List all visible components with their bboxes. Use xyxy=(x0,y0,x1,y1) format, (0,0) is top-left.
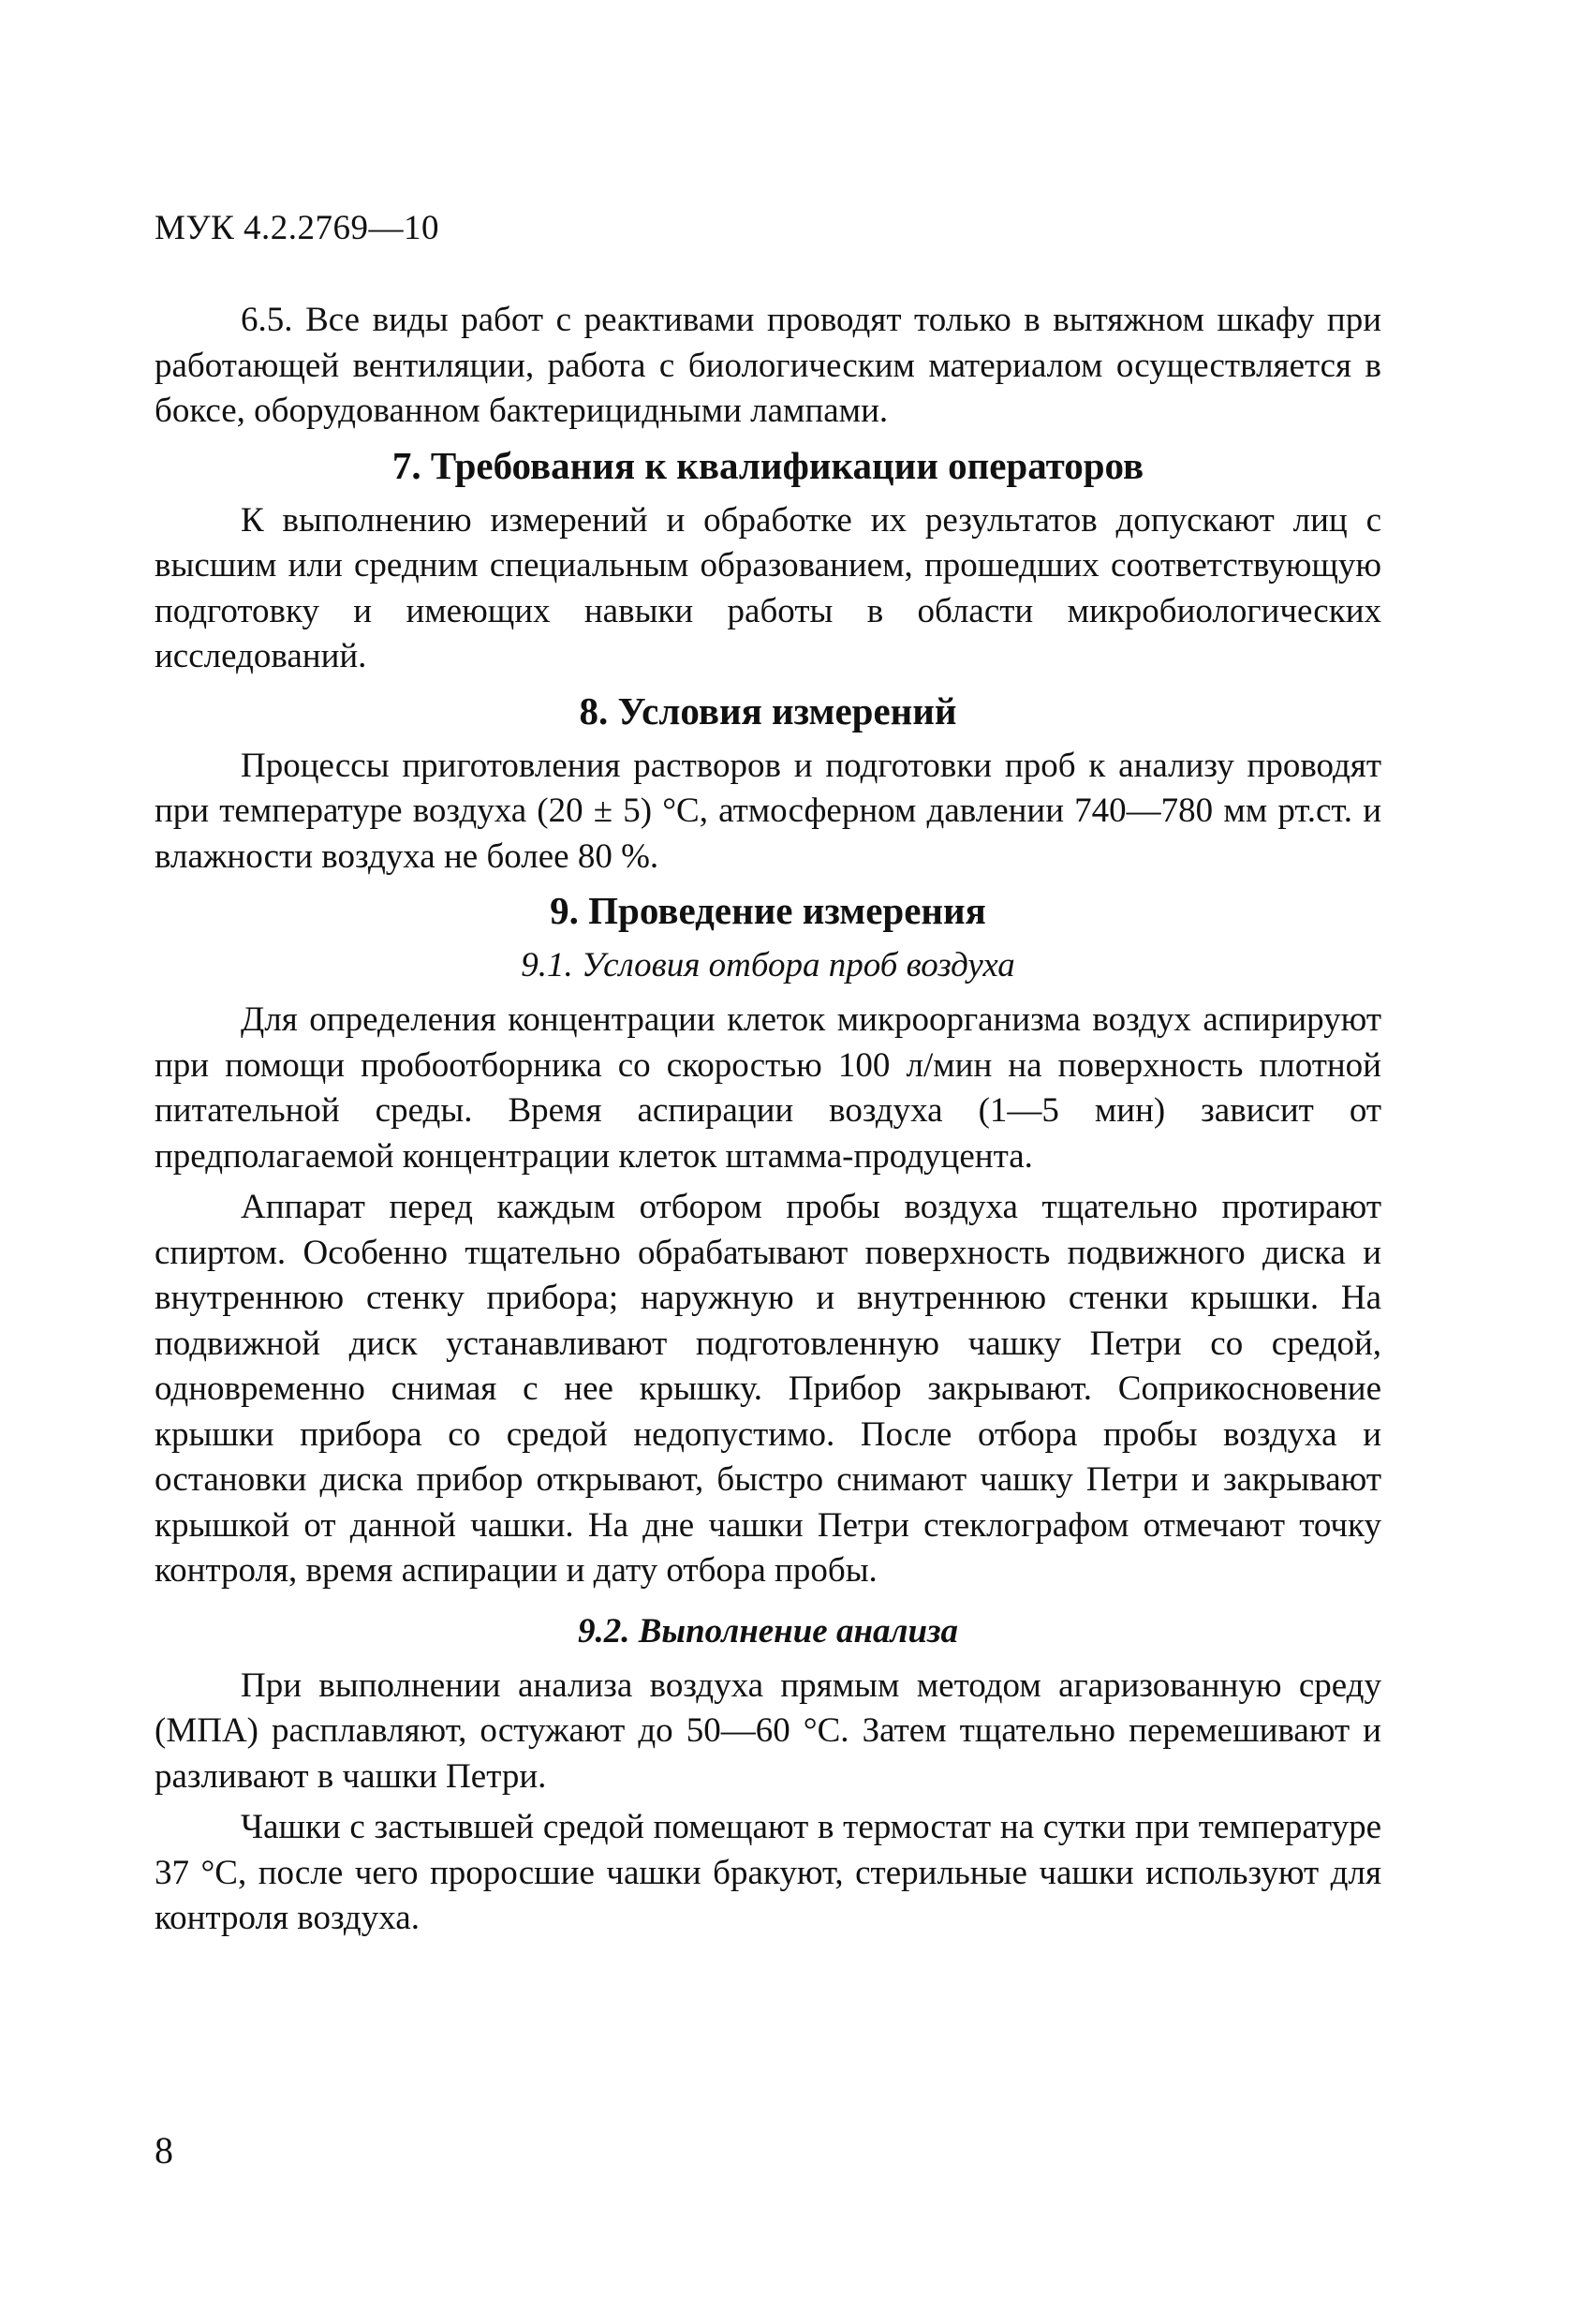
section-7-heading: 7. Требования к квалификации операторов xyxy=(391,443,1144,487)
subsection-9-1-heading: 9.1. Условия отбора проб воздуха xyxy=(521,946,1015,984)
subsection-9-2-heading: 9.2. Выполнение анализа xyxy=(577,1611,959,1650)
section-8-heading: 8. Условия измерений xyxy=(579,688,957,733)
paragraph-8: Процессы приготовления растворов и подготовки проб к анализу проводят при температуре воздуха (20 ± 5) °С, атмосферном давлении 740—780 мм рт.ст. и влажности воздуха не более 80 %. xyxy=(155,746,1381,876)
paragraph-7: К выполнению измерений и обработке их результатов допускают лиц с высшим или средним специальным образованием, прошедших соответствующую подготовку и имеющих навыки работы в области микробиологических исследований. xyxy=(155,500,1381,675)
page-content xyxy=(155,298,1381,1947)
paragraph-9-1-a: Для определения концентрации клеток микроорганизма воздух аспирируют при помощи пробоотборника со скоростью 100 л/мин на поверхность плотной питательной среды. Время аспирации воздуха (1—5 мин) зависит от предполагаемой концентрации клеток штамма-продуцента. xyxy=(155,1000,1381,1176)
paragraph-9-2-a: При выполнении анализа воздуха прямым методом агаризованную среду (МПА) расплавляют, остужают до 50—60 °С. Затем тщательно перемешивают и разливают в чашки Петри. xyxy=(155,1665,1381,1796)
paragraph-9-1-b: Аппарат перед каждым отбором пробы воздуха тщательно протирают спиртом. Особенно тщательно обрабатывают поверхность подвижного диска и внутреннюю стенку прибора; наружную и внутреннюю стенки крышки. На подвижной диск устанавливают подготовленную чашку Петри со средой, одновременно снимая с нее крышку. Прибор закрывают. Соприкосновение крышки прибора со средой недопустимо. После отбора пробы воздуха и остановки диска прибор открывают, быстро снимают чашку Петри и закрывают крышкой от данной чашки. На дне чашки Петри стеклографом отмечают точку контроля, время аспирации и дату отбора пробы. xyxy=(155,1188,1381,1590)
section-9-heading: 9. Проведение измерения xyxy=(550,889,986,932)
document-code: МУК 4.2.2769—10 xyxy=(155,209,440,247)
paragraph-9-2-b: Чашки с застывшей средой помещают в термостат на сутки при температуре 37 °С, после чего проросшие чашки бракуют, стерильные чашки используют для контроля воздуха. xyxy=(155,1808,1381,1937)
paragraph-6-5: 6.5. Все виды работ с реактивами проводят только в вытяжном шкафу при работающей вентиляции, работа с биологическим материалом осуществляется в боксе, оборудованном бактерицидными лампами. xyxy=(155,301,1381,430)
page-number: 8 xyxy=(155,2129,173,2171)
